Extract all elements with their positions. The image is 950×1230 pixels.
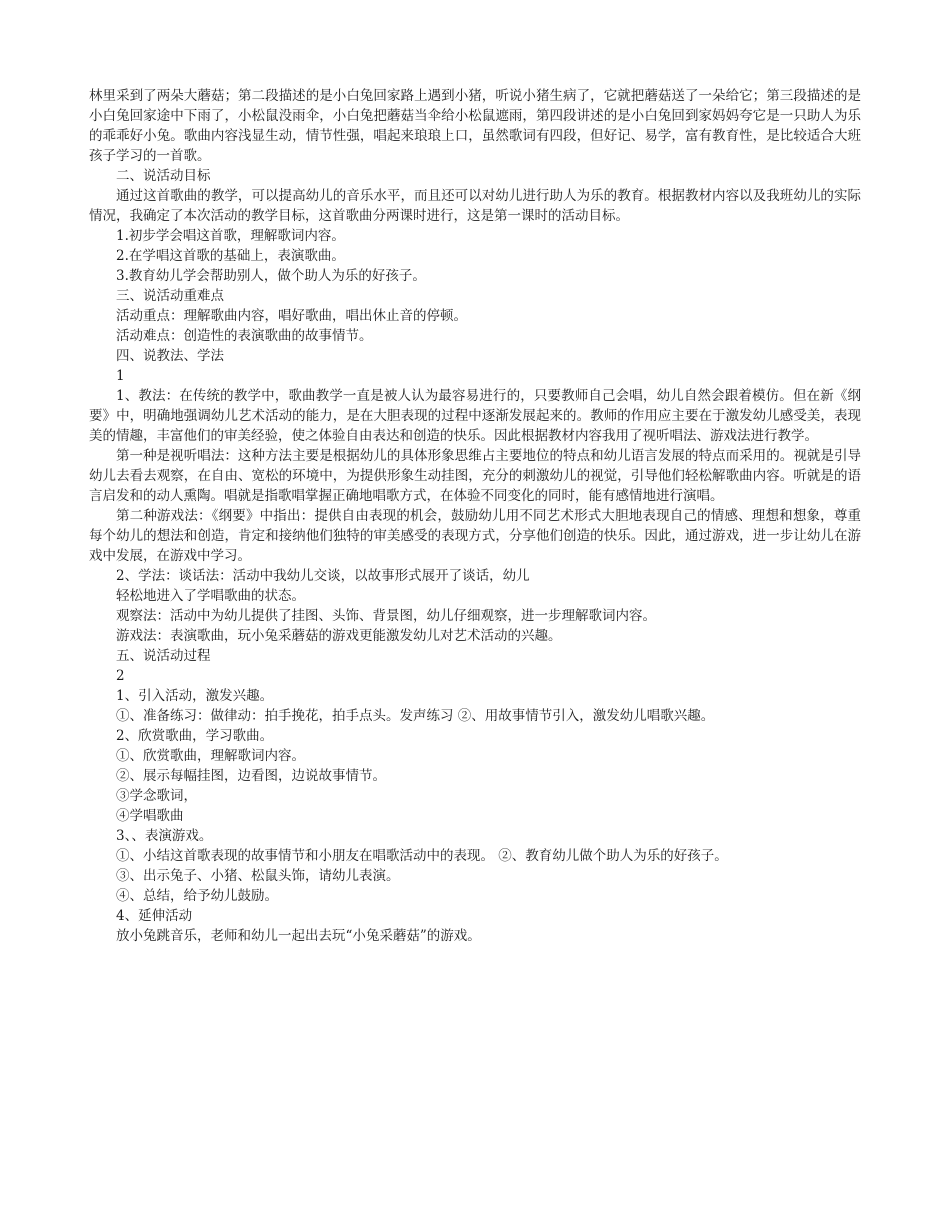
step-3-detail-3: ④、总结，给予幼儿鼓励。 [116, 888, 278, 904]
step-2-detail-2: ②、展示每幅挂图，边看图，边说故事情节。 [116, 768, 386, 784]
page-number-2: 2 [116, 668, 125, 684]
heading-teaching-methods: 四、说教法、学法 [116, 348, 224, 364]
paragraph-teaching-method: 1、教法：在传统的教学中，歌曲教学一直是被人认为最容易进行的，只要教师自己会唱，幼儿自然会跟着模仿。但在新《纲要》中，明确地强调幼儿艺术活动的能力，是在大胆表现的过程中逐渐发展起来的。教师的作用应主要在于激发幼儿感受美，表现美的情趣，丰富他们的审美经验，使之体验自由表达和创造的快乐。因此根据教材内容我用了视听唱法、游戏法进行教学。 [89, 388, 861, 444]
step-3-perform: 3、、表演游戏。 [116, 828, 213, 844]
paragraph-song-summary: 林里采到了两朵大蘑菇；第二段描述的是小白兔回家路上遇到小猪，听说小猪生病了，它就把蘑菇送了一朵给它；第三段描述的是小白兔回家途中下雨了，小松鼠没雨伞，小白兔把蘑菇当伞给小松鼠遮雨，第四段讲述的是小白兔回到家妈妈夸它是一只助人为乐的乖乖好小兔。歌曲内容浅显生动，情节性强，唱起来琅琅上口，虽然歌词有四段，但好记、易学，富有教育性，是比较适合大班孩子学习的一首歌。 [89, 88, 861, 164]
paragraph-audiovisual-method: 第一种是视听唱法：这种方法主要是根据幼儿的具体形象思维占主要地位的特点和幼儿语言发展的特点而采用的。视就是引导幼儿去看去观察，在自由、宽松的环境中，为提供形象生动挂图，充分的刺激幼儿的视觉，引导他们轻松解歌曲内容。听就是的语言启发和的动人熏陶。唱就是指歌唱掌握正确地唱歌方式，在体验不同变化的同时，能有感情地进行演唱。 [89, 448, 861, 504]
step-3-detail-2: ③、出示兔子、小猪、松鼠头饰，请幼儿表演。 [116, 868, 400, 884]
step-2-detail-1: ①、欣赏歌曲，理解歌词内容。 [116, 748, 305, 764]
paragraph-learning-method-cont: 轻松地进入了学唱歌曲的状态。 [116, 588, 305, 604]
step-1-intro: 1、引入活动，激发兴趣。 [116, 688, 274, 704]
paragraph-difficult-point: 活动难点：创造性的表演歌曲的故事情节。 [116, 328, 373, 344]
step-4-detail: 放小兔跳音乐，老师和幼儿一起出去玩“小兔采蘑菇”的游戏。 [116, 928, 481, 944]
paragraph-learning-method: 2、学法：谈话法：活动中我幼儿交谈，以故事形式展开了谈话，幼儿 [116, 568, 530, 584]
step-1-detail: ①、准备练习：做律动：拍手挽花，拍手点头。发声练习 ②、用故事情节引入，激发幼儿唱歌兴趣。 [116, 708, 715, 724]
goal-item-2: 2.在学唱这首歌的基础上，表演歌曲。 [116, 248, 345, 264]
paragraph-observation-method: 观察法：活动中为幼儿提供了挂图、头饰、背景图，幼儿仔细观察，进一步理解歌词内容。 [116, 608, 656, 624]
step-2-detail-4: ④学唱歌曲 [116, 808, 184, 824]
goal-item-1: 1.初步学会唱这首歌，理解歌词内容。 [116, 228, 345, 244]
paragraph-goals-intro: 通过这首歌曲的教学，可以提高幼儿的音乐水平，而且还可以对幼儿进行助人为乐的教育。根据教材内容以及我班幼儿的实际情况，我确定了本次活动的教学目标，这首歌曲分两课时进行，这是第一课时的活动目标。 [89, 188, 861, 224]
goal-item-3: 3.教育幼儿学会帮助别人，做个助人为乐的好孩子。 [116, 268, 426, 284]
heading-activity-process: 五、说活动过程 [116, 648, 211, 664]
page-number-1: 1 [116, 368, 125, 384]
document-body [89, 86, 861, 946]
step-3-detail-1: ①、小结这首歌表现的故事情节和小朋友在唱歌活动中的表现。 ②、教育幼儿做个助人为乐的好孩子。 [116, 848, 728, 864]
paragraph-play-method: 游戏法：表演歌曲，玩小兔采蘑菇的游戏更能激发幼儿对艺术活动的兴趣。 [116, 628, 562, 644]
step-2-detail-3: ③学念歌词， [116, 788, 197, 804]
paragraph-key-point: 活动重点：理解歌曲内容，唱好歌曲，唱出休止音的停顿。 [116, 308, 467, 324]
step-2-appreciate: 2、欣赏歌曲，学习歌曲。 [116, 728, 274, 744]
heading-activity-goals: 二、说活动目标 [116, 168, 211, 184]
paragraph-game-method: 第二种游戏法：《纲要》中指出：提供自由表现的机会，鼓励幼儿用不同艺术形式大胆地表现自己的情感、理想和想象，尊重每个幼儿的想法和创造，肯定和接纳他们独特的审美感受的表现方式，分享他们创造的快乐。因此，通过游戏，进一步让幼儿在游戏中发展，在游戏中学习。 [89, 508, 861, 564]
heading-key-difficult-points: 三、说活动重难点 [116, 288, 224, 304]
step-4-extension: 4、延伸活动 [116, 908, 193, 924]
